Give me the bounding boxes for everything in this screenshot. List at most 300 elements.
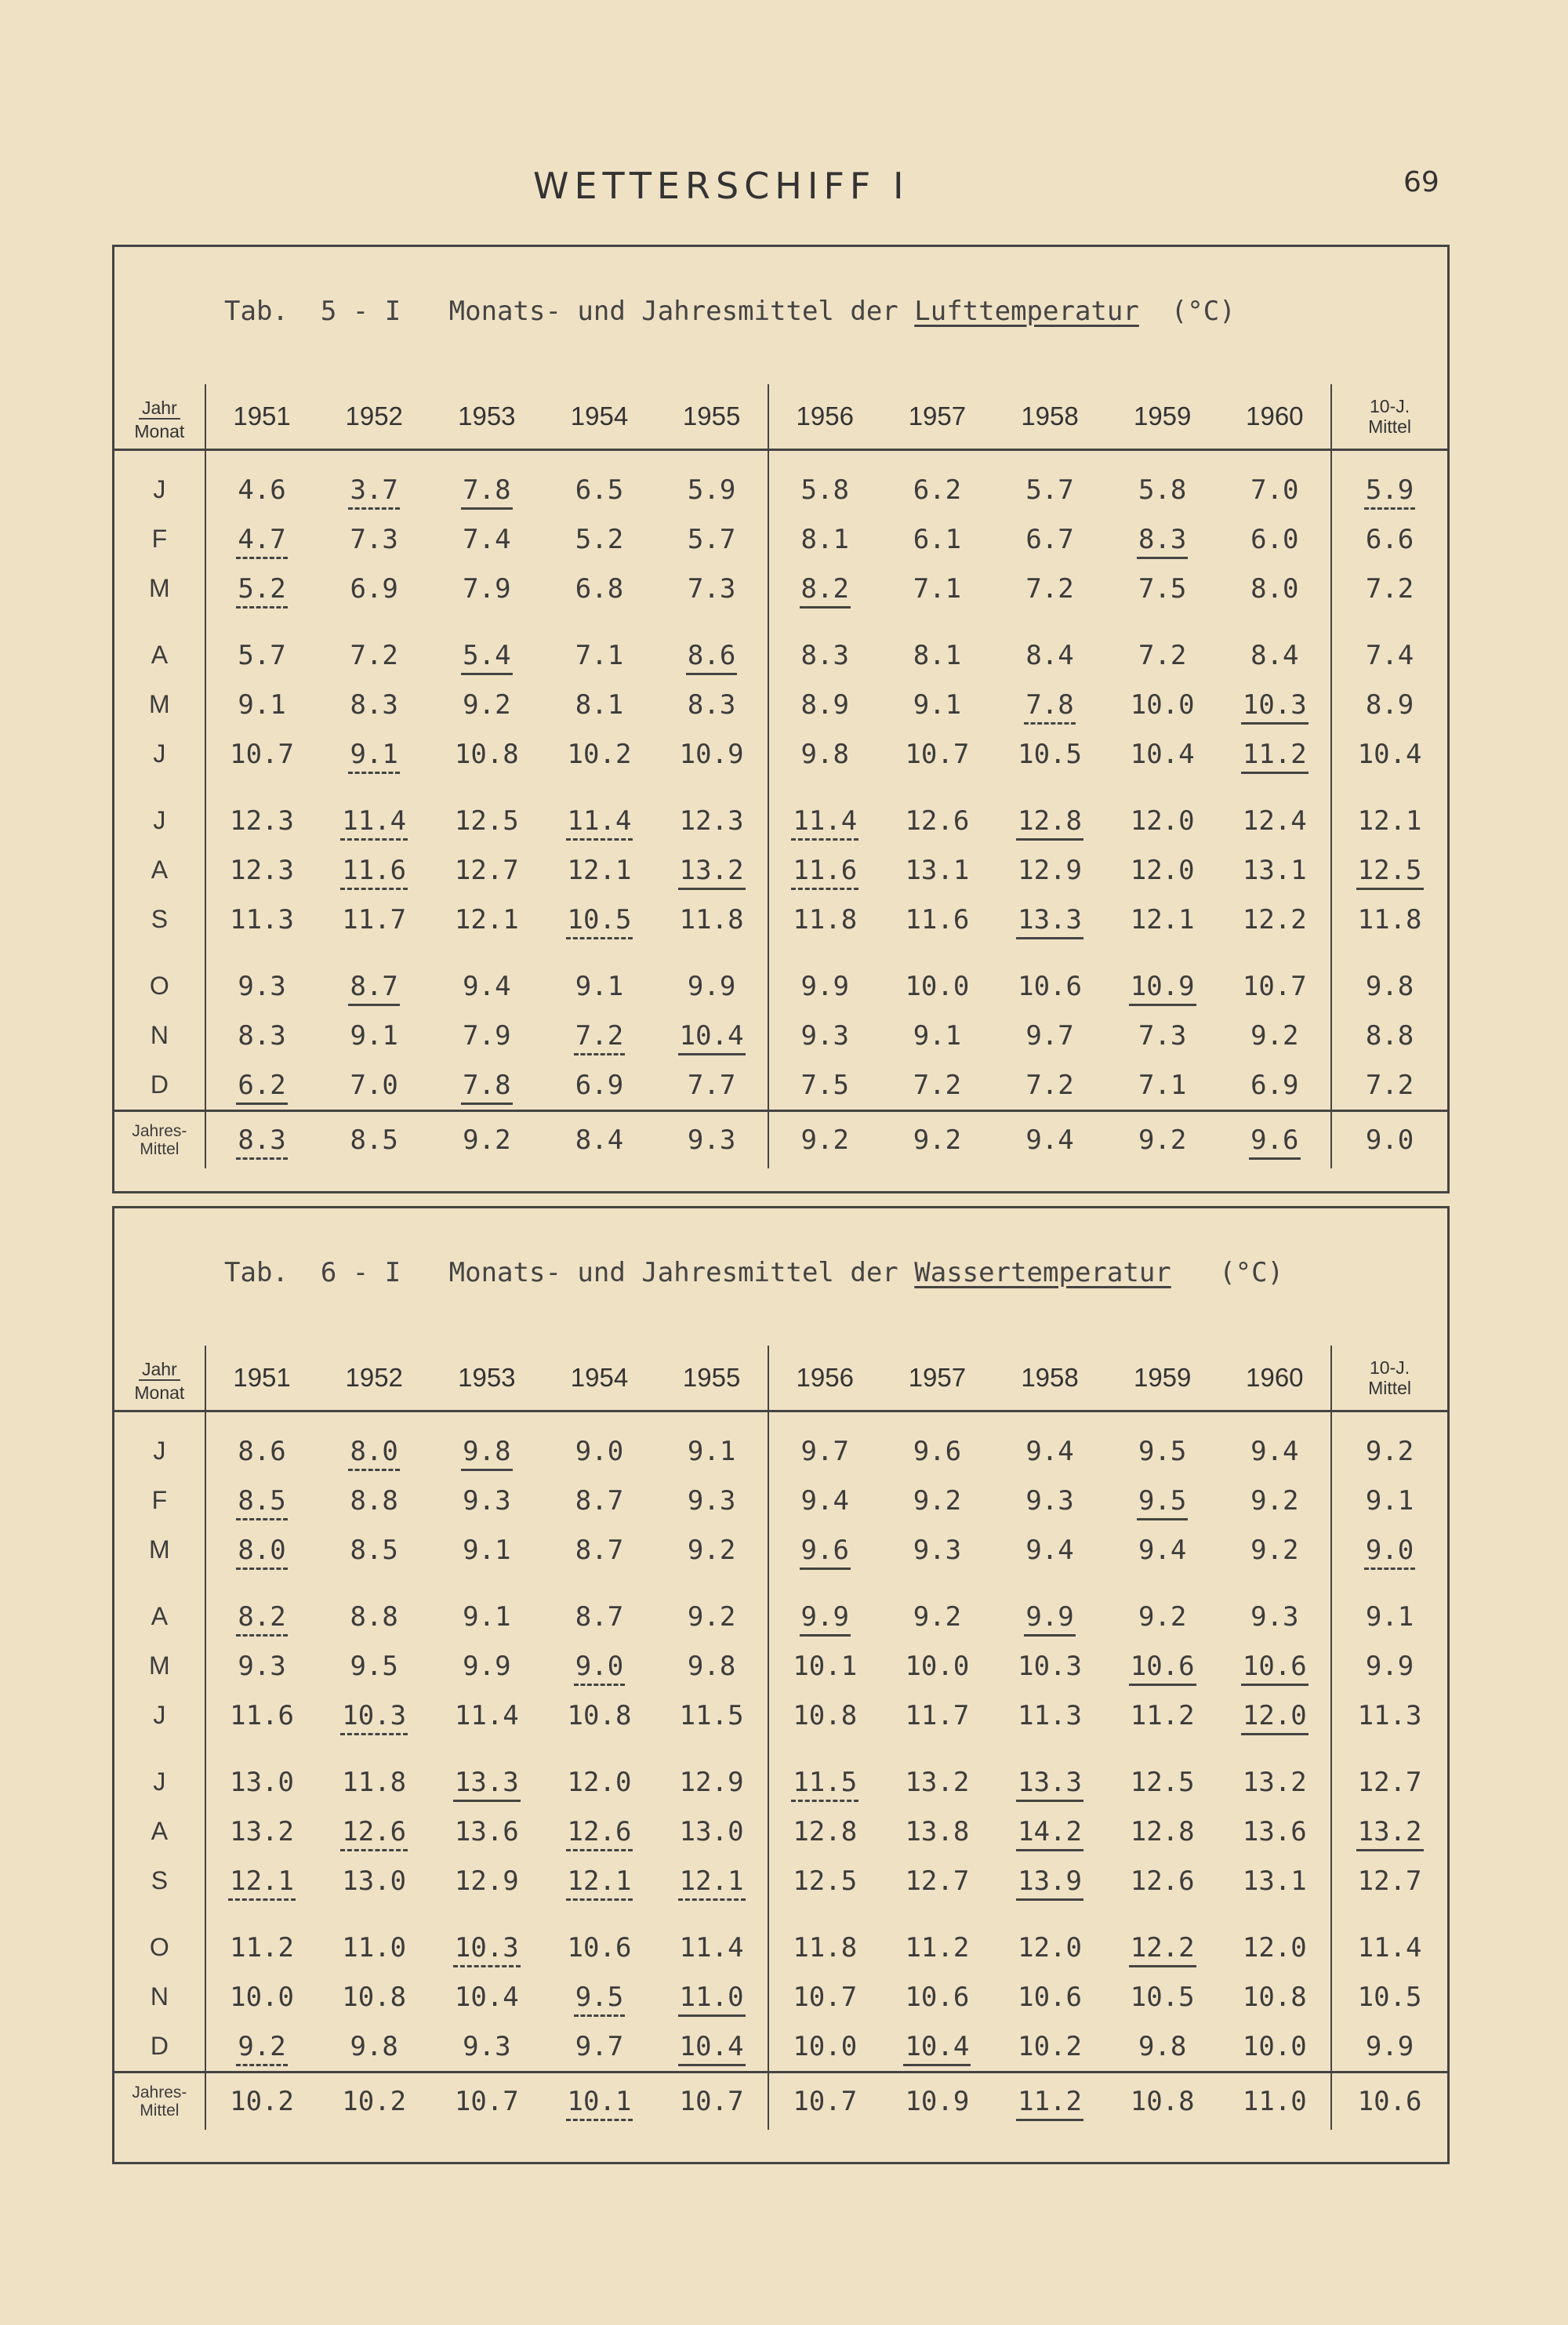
value-cell [881,895,994,944]
cell-value: 10.7 [905,738,970,770]
value-cell [655,514,768,564]
year-header: 1958 [993,1346,1106,1411]
value-cell [1106,680,1219,729]
mean-cell [1331,613,1447,680]
cell-value: 7.3 [687,572,736,605]
cell-value: 10.6 [1018,1981,1082,2013]
value-cell [993,1060,1106,1111]
cell-value: 10.8 [1242,1981,1307,2013]
month-row [114,1691,1447,1740]
cell-value: 9.9 [463,1650,511,1682]
cell-value: 12.1 [1130,903,1195,935]
cell-value: 8.3 [350,688,398,721]
value-cell [205,1411,318,1477]
value-cell [1106,514,1219,564]
cell-value: 11.6 [791,855,858,890]
cell-value: 10.2 [1018,2030,1082,2062]
value-cell [881,944,994,1011]
cell-value: 9.2 [687,1534,736,1566]
value-cell [543,1691,656,1740]
cell-value: 10.6 [1129,1651,1196,1686]
cell-value: 9.1 [463,1534,511,1566]
cell-value: 9.9 [800,1601,851,1637]
value-cell [1219,1641,1332,1691]
value-cell [543,1856,656,1905]
month-label: Monat [134,1382,185,1403]
year-month-label [114,1346,205,1411]
month-label: J [114,729,205,779]
cell-value: 9.1 [575,970,624,1002]
value-cell [205,1691,318,1740]
value-cell [993,1525,1106,1575]
value-cell [655,845,768,895]
cell-value: 12.9 [679,1766,744,1798]
annual-value-cell [1106,1111,1219,1169]
annual-value-cell [655,2073,768,2131]
value-cell [318,845,430,895]
month-row [114,895,1447,944]
cell-value: 9.2 [463,688,511,721]
year-header: 1954 [543,1346,656,1411]
cell-value: 12.0 [567,1766,632,1798]
value-cell [655,1525,768,1575]
cell-value: 10.3 [1018,1650,1082,1682]
value-cell [881,680,994,729]
annual-mean-cell [1331,2073,1447,2131]
value-cell [993,564,1106,613]
value-cell [1219,1476,1332,1525]
month-row [114,1575,1447,1641]
value-cell [205,1525,318,1575]
cell-value: 7.0 [350,1069,398,1101]
month-row [114,450,1447,515]
value-cell [993,680,1106,729]
cell-value: 9.9 [1365,2030,1414,2062]
annual-label-bottom: Mittel [140,2102,180,2120]
value-cell [543,1011,656,1060]
value-cell [205,450,318,515]
value-cell [655,1011,768,1060]
cell-value: 12.7 [454,854,519,886]
cell-value: 10.7 [1242,970,1307,1002]
cell-value: 8.7 [575,1534,624,1566]
cell-value: 12.1 [678,1865,746,1901]
value-cell [205,613,318,680]
value-cell [205,1856,318,1905]
cell-value: 8.3 [238,1019,286,1052]
cell-value: 7.4 [1365,639,1414,671]
value-cell [1106,1476,1219,1525]
value-cell [768,1856,881,1905]
value-cell [881,1807,994,1856]
cell-value: 9.1 [913,1019,962,1052]
cell-value: 13.6 [454,1815,519,1847]
month-label: M [114,680,205,729]
mean-cell [1331,564,1447,613]
value-cell [1219,1575,1332,1641]
year-header: 1954 [543,384,656,450]
cell-value: 9.3 [238,970,286,1002]
value-cell [655,564,768,613]
air-temperature-table [114,384,1447,1168]
mean-cell [1331,1641,1447,1691]
value-cell [430,1641,543,1691]
value-cell [1106,779,1219,845]
value-cell [1106,450,1219,515]
year-header: 1960 [1219,384,1332,450]
caption-number: 6 - I [320,1257,401,1288]
value-cell [205,1972,318,2022]
cell-value: 10.8 [454,738,519,770]
cell-value: 9.4 [1025,1435,1074,1467]
cell-value: 7.2 [1025,1069,1074,1101]
value-cell [655,1691,768,1740]
value-cell [1106,1905,1219,1972]
cell-value: 11.6 [905,903,970,935]
cell-value: 11.5 [679,1699,744,1731]
cell-value: 10.6 [905,1981,970,2013]
cell-value: 9.1 [238,688,286,721]
value-cell [430,1905,543,1972]
cell-value: 10.1 [566,2086,633,2121]
month-label: J [114,779,205,845]
cell-value: 5.7 [687,523,736,555]
mean-cell [1331,680,1447,729]
month-row [114,779,1447,845]
annual-value-cell [768,2073,881,2131]
annual-value-cell [205,2073,318,2131]
cell-value: 5.7 [1025,474,1074,506]
value-cell [1106,1740,1219,1807]
cell-value: 10.0 [230,1981,294,2013]
value-cell [1106,1856,1219,1905]
value-cell [768,845,881,895]
cell-value: 8.0 [1250,572,1299,605]
cell-value: 7.5 [1138,572,1187,605]
value-cell [318,944,430,1011]
value-cell [768,1011,881,1060]
year-label: Jahr [139,1359,180,1381]
mean-cell [1331,895,1447,944]
cell-value: 12.5 [454,805,519,837]
cell-value: 10.8 [342,1981,407,2013]
value-cell [430,1011,543,1060]
cell-value: 12.6 [340,1816,408,1851]
cell-value: 8.5 [350,1534,398,1566]
value-cell [1219,895,1332,944]
caption-text: Monats- und Jahresmittel der [448,1257,898,1288]
cell-value: 9.3 [238,1650,286,1682]
cell-value: 7.0 [1250,474,1299,506]
cell-value: 9.2 [1250,1019,1299,1052]
cell-value: 4.6 [238,474,286,506]
cell-value: 7.8 [461,474,512,510]
cell-value: 8.3 [1137,524,1188,559]
cell-value: 11.2 [1241,739,1308,774]
value-cell [318,729,430,779]
cell-value: 9.6 [1249,1124,1300,1160]
cell-value: 6.8 [575,572,624,605]
value-cell [881,1575,994,1641]
annual-value-cell [993,1111,1106,1169]
cell-value: 8.2 [236,1601,287,1637]
value-cell [318,1691,430,1740]
cell-value: 10.1 [793,1650,858,1682]
value-cell [993,514,1106,564]
cell-value: 9.3 [463,2030,511,2062]
value-cell [543,1411,656,1477]
cell-value: 8.8 [350,1484,398,1517]
value-cell [1219,450,1332,515]
cell-value: 6.2 [236,1070,287,1105]
annual-value-cell [318,1111,430,1169]
cell-value: 5.4 [461,640,512,675]
cell-value: 10.8 [567,1699,632,1731]
month-label: N [114,1011,205,1060]
value-cell [318,1641,430,1691]
mean-cell [1331,450,1447,515]
value-cell [318,1807,430,1856]
value-cell [543,944,656,1011]
year-header: 1951 [205,1346,318,1411]
annual-value-cell [1219,2073,1332,2131]
value-cell [205,895,318,944]
value-cell [881,729,994,779]
cell-value: 9.4 [800,1484,849,1517]
cell-value: 8.9 [1365,688,1414,721]
cell-value: 9.1 [1365,1600,1414,1633]
value-cell [318,613,430,680]
cell-value: 5.8 [800,474,849,506]
cell-value: 10.9 [1129,971,1196,1006]
value-cell [430,845,543,895]
cell-value: 8.6 [686,640,737,675]
value-cell [430,1060,543,1111]
value-cell [881,1905,994,1972]
cell-value: 13.9 [1016,1865,1083,1901]
cell-value: 8.6 [238,1435,286,1467]
value-cell [543,564,656,613]
cell-value: 6.9 [1250,1069,1299,1101]
year-header: 1953 [430,1346,543,1411]
annual-value-cell [543,1111,656,1169]
cell-value: 9.9 [687,970,736,1002]
cell-value: 12.8 [1130,1815,1195,1847]
year-header: 1959 [1106,384,1219,450]
mean-cell [1331,845,1447,895]
value-cell [768,1641,881,1691]
value-cell [655,1575,768,1641]
cell-value: 9.3 [1025,1484,1074,1517]
month-row [114,729,1447,779]
page-title: WETTERSCHIFF I [533,165,909,207]
cell-value: 6.1 [913,523,962,555]
cell-value: 9.8 [350,2030,398,2062]
value-cell [1106,613,1219,680]
cell-value: 9.0 [1364,1535,1415,1570]
value-cell [430,1575,543,1641]
value-cell [430,1972,543,2022]
value-cell [1219,1740,1332,1807]
month-row [114,613,1447,680]
cell-value: 10.0 [1130,688,1195,721]
cell-value: 12.3 [230,805,294,837]
value-cell [1219,564,1332,613]
cell-value: 8.3 [800,639,849,671]
cell-value: 9.6 [800,1535,851,1570]
value-cell [993,895,1106,944]
value-cell [993,1972,1106,2022]
table-caption [224,296,1236,327]
month-label: S [114,895,205,944]
value-cell [1106,1575,1219,1641]
month-label: J [114,1740,205,1807]
value-cell [768,779,881,845]
mean-label: Mittel [1368,416,1412,437]
value-cell [1219,514,1332,564]
cell-value: 8.1 [575,688,624,721]
cell-value: 12.8 [793,1815,858,1847]
value-cell [655,729,768,779]
value-cell [543,845,656,895]
cell-value: 13.0 [679,1815,744,1847]
value-cell [655,1740,768,1807]
value-cell [881,1525,994,1575]
cell-value: 11.8 [679,903,744,935]
value-cell [768,1905,881,1972]
cell-value: 10.7 [793,2086,858,2117]
value-cell [655,1905,768,1972]
cell-value: 9.2 [913,1484,962,1517]
value-cell [205,1905,318,1972]
value-cell [318,1740,430,1807]
month-label: M [114,564,205,613]
cell-value: 9.7 [575,2030,624,2062]
cell-value: 9.1 [350,1019,398,1052]
cell-value: 8.7 [575,1484,624,1517]
month-row [114,1641,1447,1691]
cell-value: 7.1 [575,639,624,671]
value-cell [1219,2022,1332,2073]
value-cell [318,1011,430,1060]
cell-value: 12.7 [1357,1766,1422,1798]
value-cell [543,1575,656,1641]
value-cell [655,1807,768,1856]
value-cell [543,779,656,845]
annual-mean-row [114,2073,1447,2131]
year-header: 1960 [1219,1346,1332,1411]
value-cell [205,1060,318,1111]
cell-value: 9.2 [800,1124,849,1156]
cell-value: 9.8 [1138,2030,1187,2062]
month-row [114,1905,1447,1972]
value-cell [1106,1691,1219,1740]
value-cell [655,1972,768,2022]
month-row [114,1476,1447,1525]
cell-value: 9.8 [1365,970,1414,1002]
value-cell [1106,1807,1219,1856]
cell-value: 9.9 [800,970,849,1002]
cell-value: 10.3 [1241,689,1308,725]
annual-value-cell [1219,1111,1332,1169]
cell-value: 11.3 [1018,1699,1082,1731]
caption-number: 5 - I [320,296,401,327]
cell-value: 8.9 [800,688,849,721]
value-cell [318,1411,430,1477]
cell-value: 7.9 [463,572,511,605]
caption-unit: (°C) [1171,296,1236,327]
cell-value: 9.5 [1137,1485,1188,1520]
cell-value: 7.2 [574,1020,625,1055]
value-cell [430,2022,543,2073]
value-cell [430,944,543,1011]
value-cell [881,1476,994,1525]
cell-value: 8.4 [1250,639,1299,671]
cell-value: 10.0 [1242,2030,1307,2062]
mean-cell [1331,1905,1447,1972]
annual-value-cell [881,2073,994,2131]
value-cell [1106,729,1219,779]
value-cell [1219,1905,1332,1972]
value-cell [205,1641,318,1691]
cell-value: 11.0 [1242,2086,1307,2117]
cell-value: 10.0 [793,2030,858,2062]
cell-value: 12.5 [1130,1766,1195,1798]
value-cell [768,1972,881,2022]
month-label: J [114,450,205,515]
value-cell [318,1525,430,1575]
cell-value: 11.8 [793,903,858,935]
cell-value: 13.2 [230,1815,294,1847]
cell-value: 12.1 [567,854,632,886]
value-cell [1219,729,1332,779]
cell-value: 10.7 [230,738,294,770]
cell-value: 9.0 [574,1651,625,1686]
value-cell [655,944,768,1011]
value-cell [318,1575,430,1641]
cell-value: 9.2 [1138,1600,1187,1633]
cell-value: 14.2 [1016,1816,1083,1851]
cell-value: 12.8 [1016,805,1083,841]
caption-topic: Wassertemperatur [914,1257,1171,1288]
cell-value: 4.7 [236,524,287,559]
cell-value: 10.5 [566,904,633,939]
cell-value: 9.5 [350,1650,398,1682]
cell-value: 11.6 [340,855,408,890]
cell-value: 9.3 [1250,1600,1299,1633]
cell-value: 6.7 [1025,523,1074,555]
value-cell [993,729,1106,779]
cell-value: 8.0 [236,1535,287,1570]
month-label: A [114,1575,205,1641]
value-cell [768,1060,881,1111]
value-cell [993,779,1106,845]
annual-mean-row [114,1111,1447,1169]
value-cell [205,514,318,564]
month-row [114,845,1447,895]
cell-value: 7.3 [1138,1019,1187,1052]
value-cell [543,1740,656,1807]
cell-value: 12.6 [1130,1865,1195,1897]
value-cell [768,1807,881,1856]
value-cell [655,1856,768,1905]
month-label: J [114,1411,205,1477]
cell-value: 7.8 [1024,689,1075,725]
value-cell [430,564,543,613]
cell-value: 10.4 [678,2031,746,2066]
cell-value: 10.5 [1018,738,1082,770]
cell-value: 10.4 [1357,738,1422,770]
